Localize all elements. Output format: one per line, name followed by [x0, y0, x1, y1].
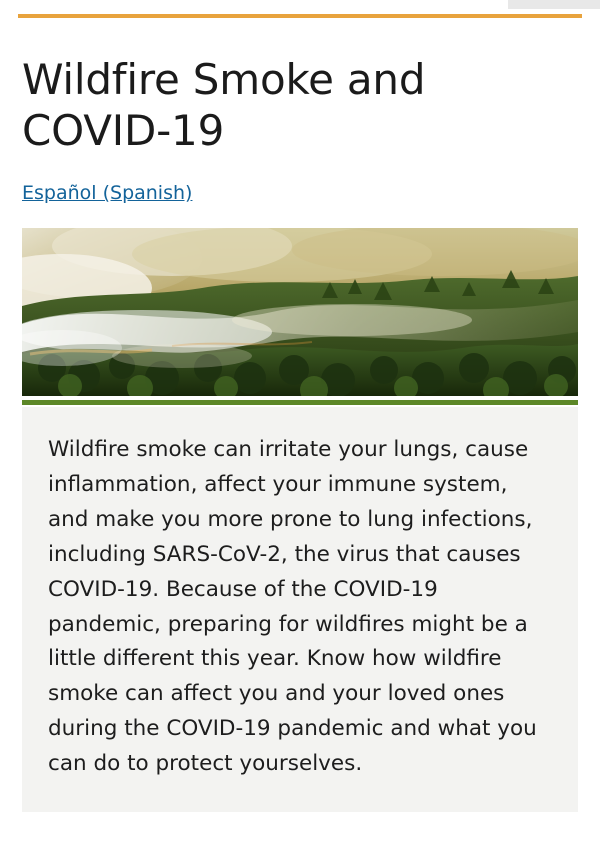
- body-callout: [22, 407, 578, 811]
- spanish-language-link[interactable]: Español (Spanish): [22, 182, 193, 205]
- accent-bar: [18, 14, 582, 18]
- page-title: Wildfire Smoke and COVID-19: [22, 55, 426, 156]
- browser-chrome-strip: [0, 0, 600, 14]
- body-paragraph: Wildfire smoke can irritate your lungs, cause inflammation, affect your immune system, and make you more prone to lung infections, including SARS-CoV-2, the virus that causes COVID-19. Because of the COVID-19 pandemic, preparing for wildfires might be a little different this year. Know how wildfire smoke can affect you and your loved ones during the COVID-19 pandemic and what you can do to protect yourselves.: [48, 437, 537, 776]
- hero-image: [22, 228, 578, 396]
- chrome-fragment: [508, 0, 600, 9]
- section-divider: [22, 400, 578, 405]
- article-content: [0, 54, 600, 812]
